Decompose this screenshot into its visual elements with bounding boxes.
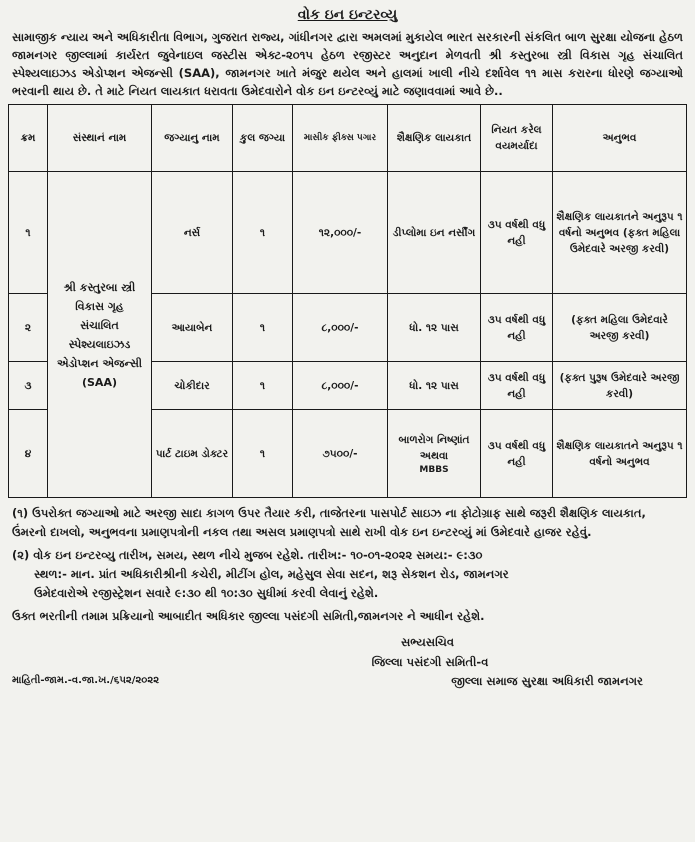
notes-section — [12, 504, 683, 626]
header-total: કુલ જગ્યા — [233, 105, 293, 172]
row-post: આયાબેન — [152, 294, 233, 362]
signature-title: સભ્યસચિવ — [400, 635, 455, 649]
note-2-venue: સ્થળ:- માન. પ્રાંત અધિકારીશ્રીની કચેરી, મીટીંગ હોલ, મહેસુલ સેવા સદન, શરૂ સેકશન રોડ, જામનગર — [34, 567, 509, 581]
note-2-registration: ઉમેદવારોએ રજીસ્ટ્રેશન સવારે ૯:૩૦ થી ૧૦:૩૦ સુધીમાં કરવી લેવાનું રહેશે. — [34, 586, 379, 600]
signature-committee: જિલ્લા પસંદગી સમિતી-વ — [371, 655, 489, 669]
header-post: જગ્યાનુ નામ — [152, 105, 233, 172]
row-experience: શૈક્ષણિક લાયકાતને અનુરૂપ ૧ વર્ષનો અનુભવ — [553, 410, 687, 498]
vacancy-table — [8, 104, 687, 498]
row-serial: ૧ — [9, 172, 48, 294]
row-serial: ૩ — [9, 362, 48, 410]
page-title: વોક ઇન ઇન્ટરવ્યુ — [297, 7, 398, 23]
row-total: ૧ — [233, 294, 293, 362]
row-salary: ૮,૦૦૦/- — [293, 362, 388, 410]
header-qualification: શૈક્ષણિક લાયકાત — [388, 105, 481, 172]
row-salary: ૭૫૦૦/- — [293, 410, 388, 498]
note-3: ઉક્ત ભરતીની તમામ પ્રક્રિયાનો આબાદીત અધિકાર જીલ્લા પસંદગી સમિતી,જામનગર ને આધીન રહેશે. — [12, 609, 485, 623]
row-qualification: ડીપ્લોમા ઇન નર્સીંગ — [388, 172, 481, 294]
row-age: ૩૫ વર્ષથી વધુ નહી — [481, 362, 553, 410]
row-qualification: ધો. ૧૨ પાસ — [388, 294, 481, 362]
intro-paragraph: સામાજીક ન્યાય અને અધિકારીતા વિભાગ, ગુજરાત રાજ્ય, ગાંધીનગર દ્વારા અમલમાં મુકાયેલ ભારત સરકારની સંકલિત બાળ સુરક્ષા યોજના હેઠળ જામનગર જીલ્લામાં કાર્યરત જુવેનાઇલ જસ્ટીસ એક્ટ-૨૦૧૫ હેઠળ રજીસ્ટર અનુદાન મેળવતી શ્રી કસ્તુરબા સ્ત્રી વિકાસ ગૃહ સંચાલિત સ્પેશ્યલાઇઝડ એડોપ્શન એજન્સી (SAA), જામનગર ખાતે મંજુર થયેલ અને હાલમાં ખાલી નીચે દર્શાવેલ ૧૧ માસ કરારના ધોરણે જગ્યાઓ ભરવાની થાય છે. તે માટે નિયત લાયકાત ધરાવતા ઉમેદવારોને વોક ઇન ઇન્ટરવ્યું માટે જણાવવામાં આવે છે.. — [12, 30, 683, 98]
institution-name-cell: શ્રી કસ્તુરબા સ્ત્રી વિકાસ ગૃહ સંચાલિત સ્પેશ્યલાઇઝડ એડોપ્શન એજન્સી (SAA) — [48, 172, 152, 498]
row-experience: શૈક્ષણિક લાયકાતને અનુરૂપ ૧ વર્ષનો અનુભવ (ફક્ત મહિલા ઉમેદવારે અરજી કરવી) — [553, 172, 687, 294]
row-salary: ૮,૦૦૦/- — [293, 294, 388, 362]
row-serial: ૪ — [9, 410, 48, 498]
row-post: પાર્ટ ટાઇમ ડોક્ટર — [152, 410, 233, 498]
header-serial: ક્રમ — [9, 105, 48, 172]
row-post: ચોકીદાર — [152, 362, 233, 410]
row-age: ૩૫ વર્ષથી વધુ નહી — [481, 294, 553, 362]
footer — [12, 672, 683, 690]
row-qualification: ધો. ૧૨ પાસ — [388, 362, 481, 410]
table-header-row — [9, 105, 687, 172]
row-post: નર્સ — [152, 172, 233, 294]
row-salary: ૧૨,૦૦૦/- — [293, 172, 388, 294]
row-total: ૧ — [233, 362, 293, 410]
row-qualification — [388, 410, 481, 498]
note-1: (૧) ઉપરોક્ત જગ્યાઓ માટે અરજી સાદા કાગળ ઉપર તૈયાર કરી, તાજેતરના પાસપોર્ટ સાઇઝ ના ફોટોગ્રાફ સાથે જરૂરી શૈક્ષણિક લાયકાત, ઉંમરનો દાખલો, અનુભવના પ્રમાણપત્રોની નકલ તથા અસલ પ્રમાણપત્રો સાથે રાખી વોક ઇન ઇન્ટરવ્યું માં ઉમેદવારે હાજર રહેવું. — [12, 506, 646, 539]
signature-block — [8, 632, 687, 672]
header-experience: અનુભવ — [553, 105, 687, 172]
row-age: ૩૫ વર્ષથી વધુ નહી — [481, 172, 553, 294]
note-2-date-time: (૨) વોક ઇન ઇન્ટરવ્યુ તારીખ, સમય, સ્થળ નીચે મુજબ રહેશે. તારીખ:- ૧૦-૦૧-૨૦૨૨ સમય:- ૯:૩૦ — [12, 548, 483, 562]
qualification-extra: MBBS — [419, 464, 449, 475]
header-institution: સંસ્થાનં નામ — [48, 105, 152, 172]
header-salary: માસીક ફીક્સ પગાર — [293, 105, 388, 172]
header-age: નિયત કરેલ વયમર્યાદા — [481, 105, 553, 172]
qualification-main: બાળરોગ નિષ્ણાંત અથવા — [398, 433, 470, 462]
table-row — [9, 172, 687, 294]
row-experience: (ફક્ત મહિલા ઉમેદવારે અરજી કરવી) — [553, 294, 687, 362]
row-experience: (ફક્ત પુરૂષ ઉમેદવારે અરજી કરવી) — [553, 362, 687, 410]
row-serial: ૨ — [9, 294, 48, 362]
footer-code: માહિતી-જામ.-વ.જા.ખ./૬૫૨/૨૦૨૨ — [12, 675, 160, 686]
row-total: ૧ — [233, 172, 293, 294]
row-age: ૩૫ વર્ષથી વધુ નહી — [481, 410, 553, 498]
row-total: ૧ — [233, 410, 293, 498]
signature-officer: જીલ્લા સમાજ સુરક્ષા અધિકારી જામનગર — [451, 674, 643, 688]
note-2 — [12, 546, 683, 565]
